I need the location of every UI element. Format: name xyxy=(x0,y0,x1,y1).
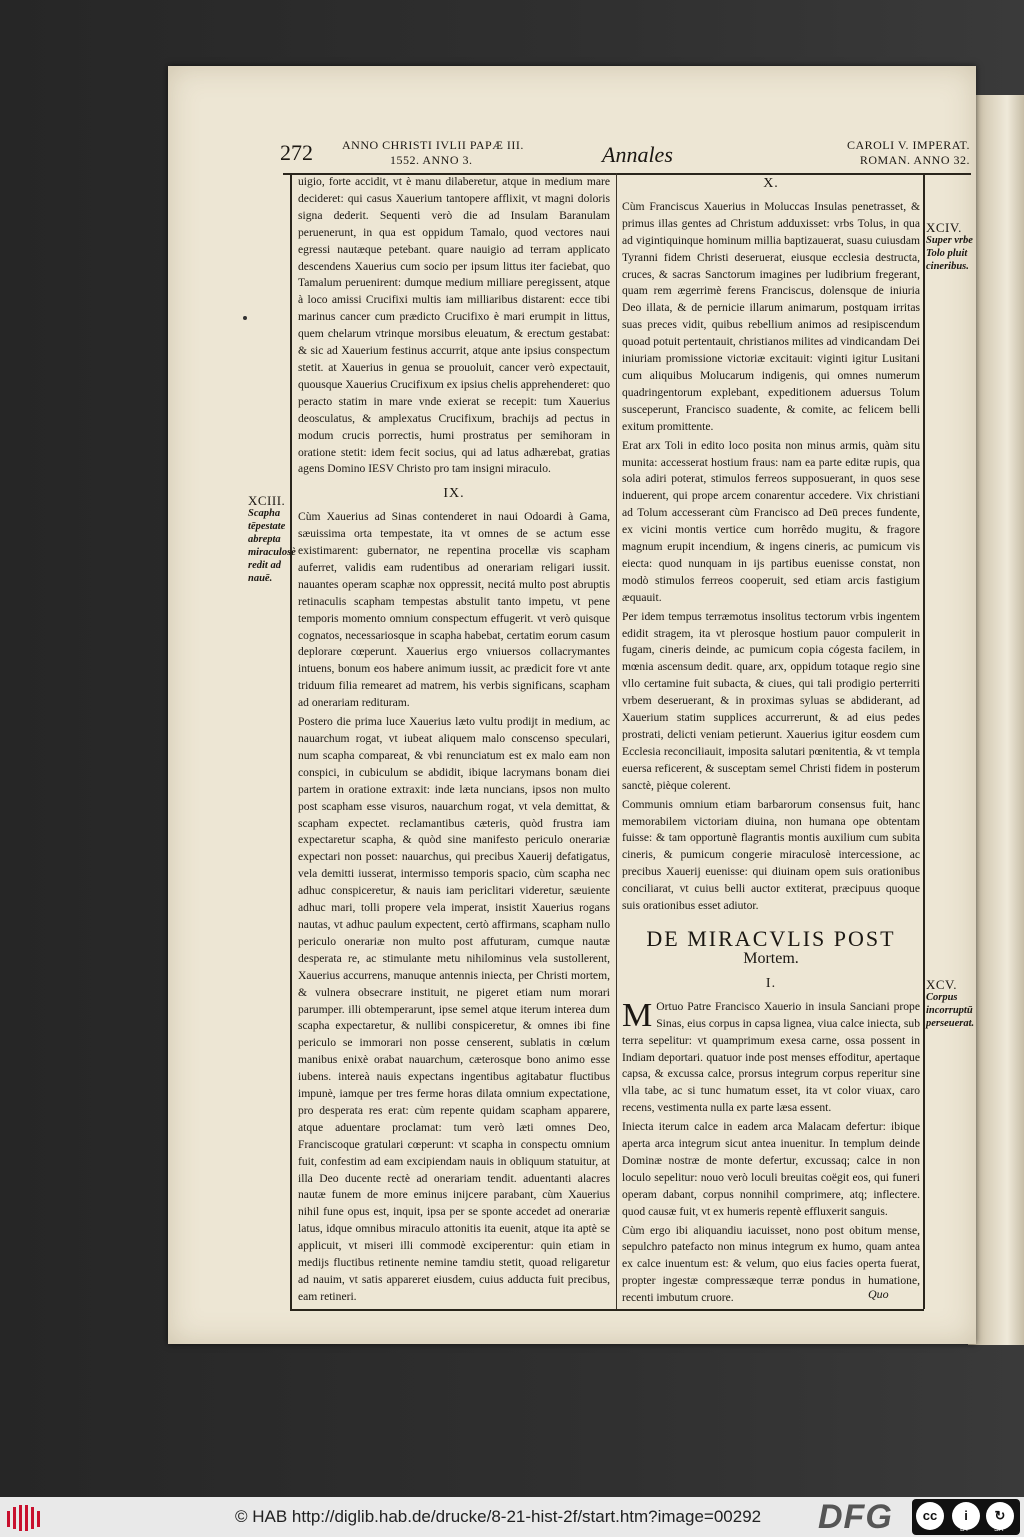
page-number: 272 xyxy=(280,140,313,165)
drop-cap: M xyxy=(622,996,653,1034)
header-left-line2: 1552. ANNO 3. xyxy=(390,153,473,167)
paragraph: Cùm Franciscus Xauerius in Moluccas Insulas penetrasset, & primus illas gentes ad Christum adduxisset: vrbs Tolus, in qua ad vigintiquinque hominum millia baptizauerat, suasu cuiusdam Tyranni fidem Christi deseruerat, eiusque ecclesia destructa, cruces, & sacras Sanctorum imagines per ludibrium fregerant, quam rem ægerrimè ferens Franciscus, dolensque de iniuria Deo illata, & de pernicie illarum animarum, postquam irritas suas preces vidit, quibus rebellium animos ad resipiscendum quoad potuit pertentauit, christianos milites ad vindicandam Dei iniuriam promissione victoriæ excitauit: viginti igitur Lusitani cum aliquibus Molucarum indigenis, qui omnes numerum quadringentorum explebant, expeditionem aduersus Tolum susceperunt, Francisco suadente, & comite, ac felicem belli exitum promittente. xyxy=(622,199,920,433)
running-header xyxy=(280,136,970,176)
section-number: X. xyxy=(763,176,779,191)
catchword: Quo xyxy=(868,1287,889,1301)
section-number: IX. xyxy=(443,486,465,502)
header-title: Annales xyxy=(602,142,673,167)
paragraph-text: Ortuo Patre Francisco Xauerio in insula Sanciani prope Sinas, eius corpus in capsa lignea, viua calce iniecta, sub terra sepelitur: vt quamprimum exesa carne, ossa possent in Indiam deportari. quatuor inde post menses effoditur, apertaque capsa, & excussa calce, prorsus integrum corpus reperitur sine vlla tabe, ac si tunc humatum esset, ita vt color viuax, caro recens, vestimenta nulla ex parte læsa essent. xyxy=(622,999,920,1115)
share-alike-icon: ↻ xyxy=(986,1502,1014,1530)
book-page xyxy=(168,66,976,1344)
library-logo-icon xyxy=(6,1503,44,1533)
margin-note-text: Corpus incorruptū perseuerat. xyxy=(926,992,975,1029)
section-number: I. xyxy=(765,975,777,991)
paragraph: Iniecta iterum calce in eadem arca Malacam defertur: ibique aperta arca integrum sicut antea inuenitur. In templum deinde Dominæ nostræ de monte defertur, excussaq; calce in non loculo sepelitur: nouo verò loculi breuitas coëgit eos, qui funeri operam dabant, corpus nonnihil comprimere, atq; inflectere. quod causæ fuit, vt ex humeris repentè effluxerit sanguis. xyxy=(622,1120,920,1218)
next-page-edge xyxy=(968,95,1024,1345)
chapter-heading: DE MIRACVLIS POST xyxy=(646,925,896,951)
margin-note-left xyxy=(248,494,300,585)
column-divider xyxy=(616,173,617,1309)
cc-label-by: BY xyxy=(960,1526,970,1533)
dfg-logo: DFG xyxy=(818,1498,893,1536)
paragraph: Postero die prima luce Xauerius læto vultu prodijt in medium, ac nauarchum rogat, vt iubeat aliquem malo conscenso speculari, num scapha compareat, & vbi renunciatum est ex malo eam non conspici, in cubiculum se abdidit, ibique lacrymans bonam diei partem in oratione extraxit: inde læta nuncians, ipsos non multo post scapham esse visuros, nauarchum rogat, vt vela demittat, & scapham expectet. reclamantibus cæteris, quòd frustra iam expectaretur scapha, & quòd sine manifesto periculo onerariæ expectari non posset: nauarchus, qui precibus Xauerij defatigatus, vela demitti iusserat, intermisso temporis spacio, cùm scapha nec adhuc conspiceretur, & nauis iam periclitari videretur, sæuiente adhuc mari, tolli propere vela imperat, insistit Xauerius rogans nautas, vt adhuc paulum expectent, certò affirmans, scapham nullo periculo onerariæ non multo post affuturam, cumque nautæ desperata re, ac stimulante metu nihilominus vela sustollerent, Xauerius accurrens, manuque antennis iniecta, per Christi mortem, & vulnera obsecrare instituit, ne pigeret etiam num morari parumper. illi obtemperarunt, ipse semel atque iterum interea dum scapha expectaretur, & nullibi conspiceretur, & omnes ibi fine periculo se immorari non posse censerent, sublatis in cœlum manibus enixè orabat nauarchum, cæterosque bono animo esse iubens. intereà nauis expectans ingentibus agitabatur fluctibus impunè, iamque per tres ferme horas dilata omnium expectatione, pro desperata res erat: cùm repente quidam scapham apparere, atque aduentare proclamat: tum verò læti omnes Deo, Franciscoque gratulari cœperunt: vt scapha in conspectu omnium fuit, confestim ad eam excipiendam nauis in obliquum statuitur, at illa Deo ducente rectè ad onerariam tendit. aduentanti alacres nautæ funem de more eminus inijcere parabant, cùm Xauerius nihil fune opus est, inquit, ipsa per se sponte accedet ad onerariæ latus, idque omnibus miraculo attonitis ita euenit, atque ita aptè se applicuit, vt miseri illi commodè exciperentur: quin etiam in medijs fluctibus retinente nemine tamdiu stetit, quoad religaretur ad nauim, vt satis appareret eiusdem, cuius adducta fuit precibus, eam retineri. xyxy=(298,715,610,1303)
paragraph: Per idem tempus terræmotus insolitus tectorum vrbis ingentem edidit stragem, ita vt plerosque hostium pauor compulerit in fugam, cineris deinde, ac pumicum copia cógesta facilem, in mœnia ascensum dedit. quare, arx, oppidum totaque regio sine vllo certamine fuit subacta, & ciues, qui tali prodigio perterriti vrbem deseruerant, & in proximas syluas se abdiderant, ad Xauerium statim supplices accurrerunt, & ad eius pedes prostrati, delicti veniam petierunt. Xauerius igitur eosdem cum Ecclesia reconciliauit, imposita salutari pœnitentia, & vt templa euersa reficerent, & susceptam semel Christi fidem in posterum sanctè, pièque colerent. xyxy=(622,609,920,792)
paragraph: Cùm Xauerius ad Sinas contenderet in naui Odoardi à Gama, sæuissima orta tempestate, ita vt omnes de se actum esse existimarent: gubernator, ne repentina procellæ vis scapham auferret, validis eam rudentibus ad onerariam religari iussit. nauantes operam scaphæ nox oppressit, necitá multo post abruptis retinaculis scapham tempestas abstulit tanto impetu, vt pene temporis momento omnium conspectum effugerit. vt verò quisque cognatos, necessariosque in scapha habebat, certatim eorum casum deplorare cœperunt. Xauerius ergo vniuersos collacrymantes intuens, bonum eos habere animum iussit, ac prædicit fore vt ante triduum filia remearet ad matrem, his verbis significans, scapham ad onerariam redituram. xyxy=(298,510,610,710)
margin-mark xyxy=(243,316,247,320)
copyright-link[interactable]: © HAB http://diglib.hab.de/drucke/8-21-hist-2f/start.htm?image=00292 xyxy=(235,1507,762,1526)
header-right-line2: ROMAN. ANNO 32. xyxy=(859,153,970,167)
header-right-line1: CAROLI V. IMPERAT. xyxy=(846,138,970,152)
header-left-line1: ANNO CHRISTI IVLII PAPÆ III. xyxy=(342,138,524,152)
header-right xyxy=(847,138,970,168)
attribution-icon: i xyxy=(952,1502,980,1530)
chapter-heading-2: Mortem. xyxy=(743,949,799,967)
paragraph: Communis omnium etiam barbarorum consensus fuit, hanc memorabilem victoriam diuina, non humana ope obtentam fuisse: & tam opportunè flagrantis montis auxilium cum subita cineris, & pumicum congerie miraculosè intercessione, ac precibus Xauerij euenisse: qui diuinam opem suis orationibus conciliarat, vt cuius belli auctor extiterat, præcipuus quoque suis orationibus esset adiutor. xyxy=(622,797,920,913)
margin-note-right-1 xyxy=(926,221,974,273)
frame-rule-left xyxy=(290,173,292,1309)
paragraph: Erat arx Toli in edito loco posita non minus armis, quàm situ munita: accesserat hostium fraus: nam ea parte editæ rupis, qua sola adiri poterat, stimulos ferreos supposuerant, in quos sese induerent, qui prope arcem conarentur accedere. Vix christiani ad Tolum accesserant cùm Francisco ad Deū preces fundente, ex vicini montis vertice cum horrêdo mugitu, & fragore magnum erupit incendium, & ingens cineris, ac pumicum vis eiecta: quod nunquam in ijs partibus euenisse constat, non modò stimulos ferreos cooperuit, sed etiam arcis fastigium æquauit. xyxy=(622,438,920,604)
paragraph: uigio, forte accidit, vt è manu dilaberetur, atque in medium mare decideret: qui casus Xauerium tantopere afflixit, vt magni doloris signa dederit. Sequenti verò die ad Insulam Baranulam peruenerunt, in qua est oppidum Tamalo, quod vectores naui egressi nautæque petebant. quare nauigio ad terram applicato descendens Xauerius cum socio per ipsum littus iter faciebat, quo Tamalum peruenirent: dumque medium milliare peregissent, atque à loco amissi Crucifixi multis iam milliaribus distarent: ecce tibi marinus cancer cum prædicto Crucifixo è mari erumpit in littus, quem chelarum vtrinque morsibus eleuatum, & erectum gestabat: & sic ad Xauerium festinus accurrit, atque ante ipsius conspectum stetit. at Xauerius in genua se prouoluit, cancer verò expectauit, quousque Xauerius Crucifixum ex ipsius chelis apprehenderet: quo peracto statim in mare vnde exierat se recepit: tum Xauerius deosculatus, & amplexatus Crucifixum, brachijs ad pectus in modum crucis porrectis, humi prostratus per semihoram in oratione stetit: idem fecit socius, qui ad latus adhærebat, gratias agens Domino IESV Christo pro tam insigni miraculo. xyxy=(298,175,610,476)
margin-note-number: XCV. xyxy=(926,977,958,992)
margin-note-number: XCIII. xyxy=(248,493,286,508)
cc-icon: cc xyxy=(916,1502,944,1530)
cc-label-sa: SA xyxy=(994,1526,1004,1533)
left-column xyxy=(298,174,610,1308)
margin-note-text: Super vrbe Tolo pluit cineribus. xyxy=(926,235,973,272)
header-left xyxy=(342,138,524,168)
paragraph: Cùm ergo ibi aliquandiu iacuisset, nono post obitum mense, sepulchro patefacto non minus integrum ex humo, quam antea ex calce inuentum est: & velum, quo eius facies operta fuerat, propter ingestæ compressæque terræ pondus in humatione, recenti imbutum cruore. xyxy=(622,1223,920,1305)
frame-rule-right xyxy=(923,173,925,1309)
paragraph xyxy=(622,996,920,1117)
margin-note-right-2 xyxy=(926,978,974,1030)
margin-note-number: XCIV. xyxy=(926,220,962,235)
right-column xyxy=(622,174,920,1309)
margin-note-text: Scapha tēpestate abrepta miraculosè redit ad nauē. xyxy=(248,508,296,584)
cc-license-badge[interactable] xyxy=(912,1499,1020,1535)
frame-rule-bottom xyxy=(290,1309,924,1311)
